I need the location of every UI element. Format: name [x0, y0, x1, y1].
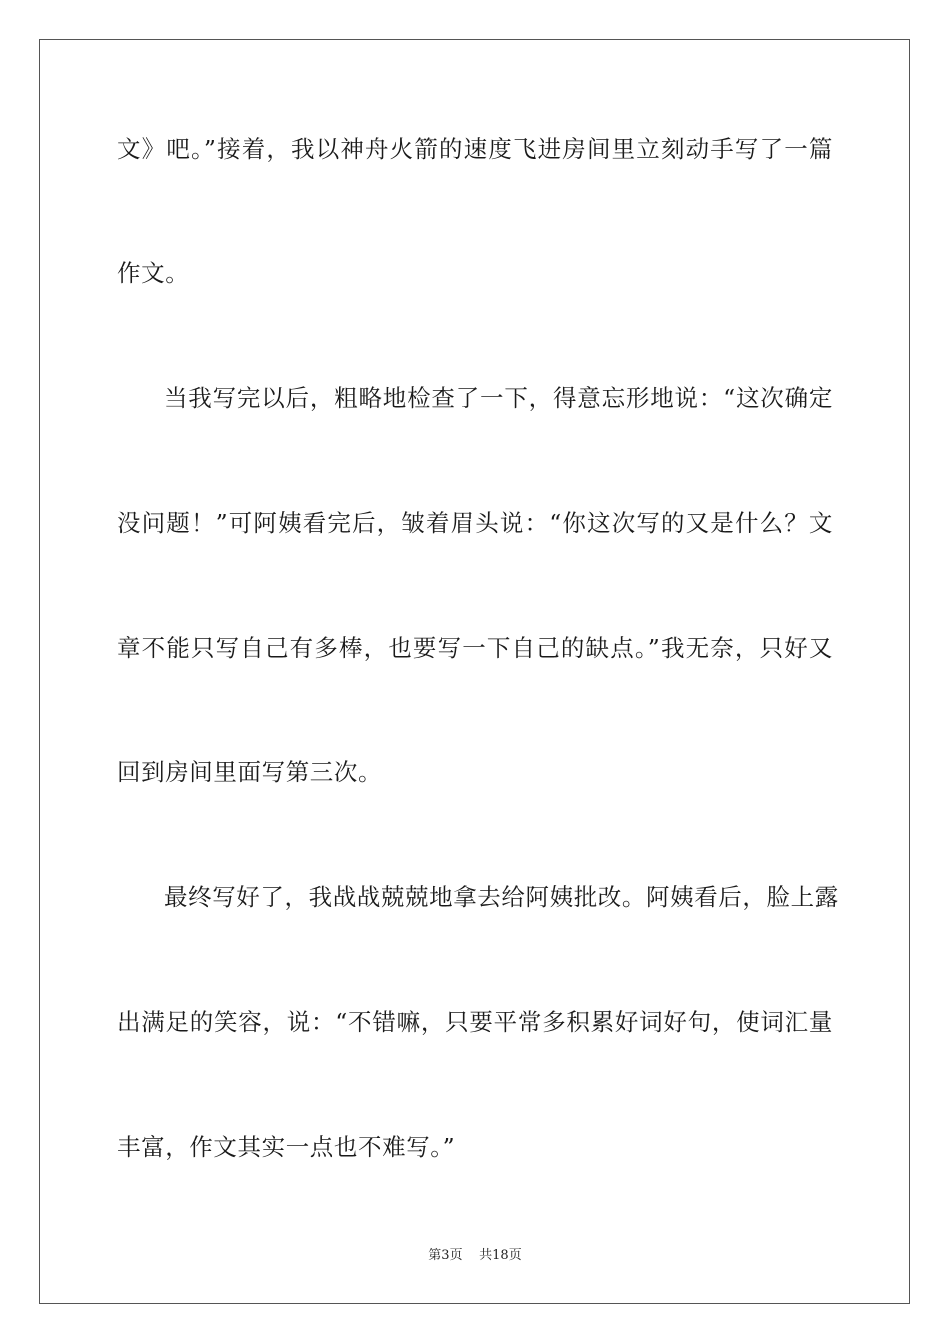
footer-page-unit: 页 [449, 1248, 463, 1263]
footer-total-unit: 页 [508, 1248, 522, 1263]
footer-total-label: 共 [479, 1248, 493, 1263]
text-line-3: 当我写完以后，粗略地检查了一下，得意忘形地说：“这次确定 [164, 384, 833, 412]
text-line-6: 回到房间里面写第三次。 [117, 758, 383, 786]
footer-page-number: 3 [441, 1248, 450, 1263]
footer-page-label: 第 [428, 1248, 442, 1263]
footer-total-pages: 18 [492, 1248, 509, 1263]
text-line-2: 作文。 [117, 259, 190, 287]
page-footer [0, 1247, 950, 1265]
text-line-5: 章不能只写自己有多棒，也要写一下自己的缺点。”我无奈，只好又 [117, 634, 833, 662]
text-line-7: 最终写好了，我战战兢兢地拿去给阿姨批改。阿姨看后，脸上露 [164, 883, 839, 911]
text-line-4: 没问题！”可阿姨看完后，皱着眉头说：“你这次写的又是什么？文 [117, 509, 833, 537]
text-line-9: 丰富，作文其实一点也不难写。” [117, 1133, 456, 1161]
text-line-1: 文》吧。”接着，我以神舟火箭的速度飞进房间里立刻动手写了一篇 [117, 135, 833, 163]
page-border [39, 39, 910, 1304]
text-line-8: 出满足的笑容，说：“不错嘛，只要平常多积累好词好句，使词汇量 [117, 1008, 833, 1036]
